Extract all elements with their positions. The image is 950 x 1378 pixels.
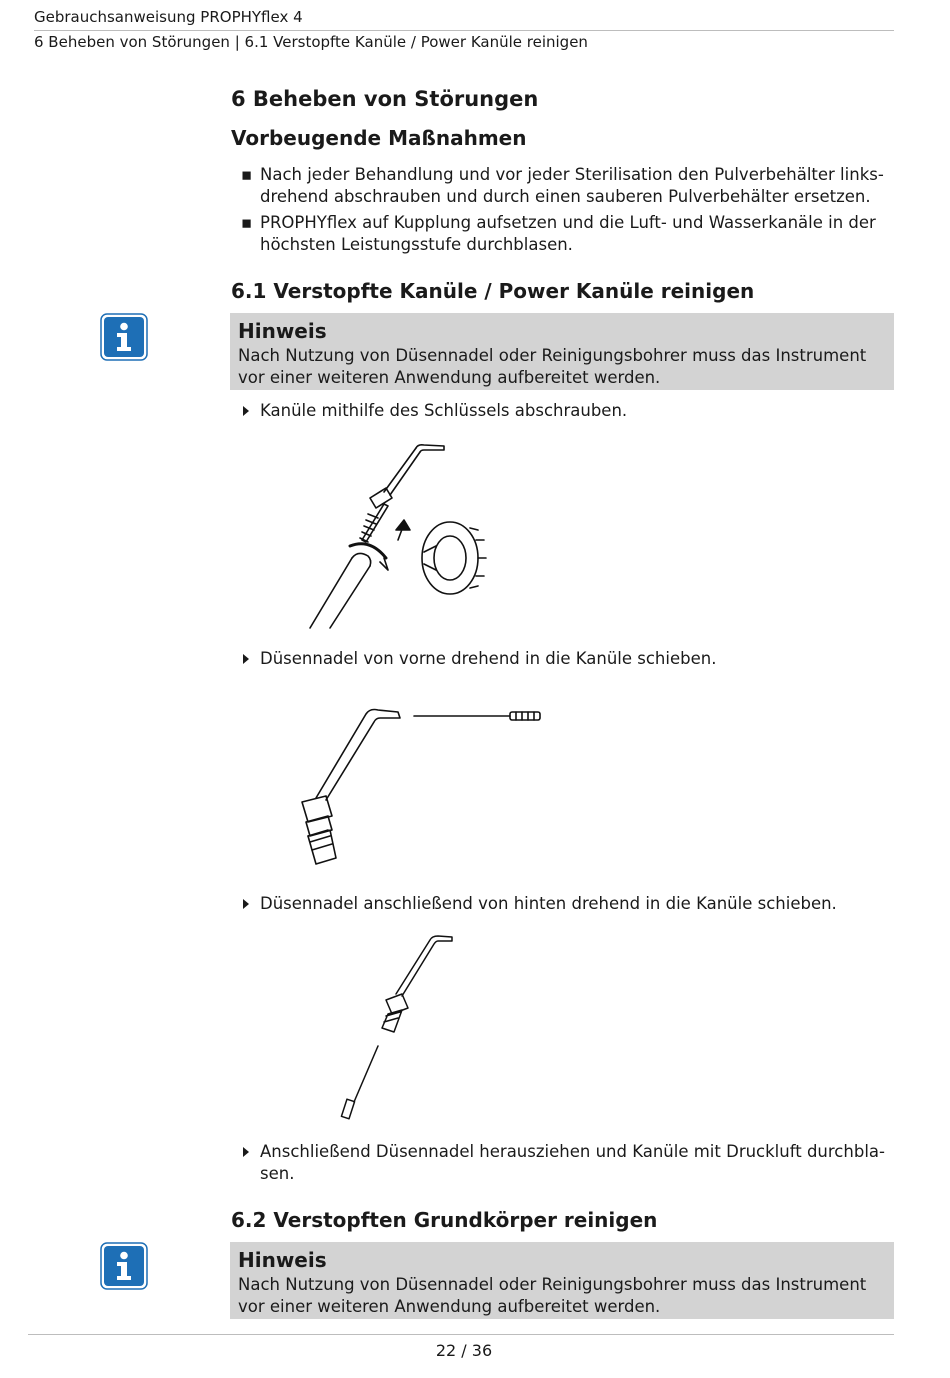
note-box <box>230 1242 894 1319</box>
triangle-right-icon <box>243 1147 249 1157</box>
note-text: Nach Nutzung von Düsennadel oder Reinigungsbohrer muss das Instrument vor einer weiteren Anwendung aufbereitet werden. <box>238 1275 867 1316</box>
bullet-mark: ▪ <box>241 165 253 184</box>
triangle-right-icon <box>243 406 249 416</box>
step-item <box>240 893 890 915</box>
step-item <box>240 1141 890 1184</box>
step-text: Kanüle mithilfe des Schlüssels abschrauben. <box>260 401 628 420</box>
footer-divider <box>28 1334 894 1335</box>
step-text: Düsennadel anschließend von hinten drehend in die Kanüle schieben. <box>260 894 837 913</box>
triangle-right-icon <box>243 654 249 664</box>
note-title: Hinweis <box>238 1248 327 1272</box>
preventive-measures-list <box>238 164 898 260</box>
triangle-right-icon <box>243 899 249 909</box>
info-icon <box>100 313 148 361</box>
breadcrumb: 6 Beheben von Störungen | 6.1 Verstopfte Kanüle / Power Kanüle reinigen <box>34 33 588 51</box>
note-title: Hinweis <box>238 319 327 343</box>
illustration-needle-rear <box>330 930 470 1125</box>
step-item <box>240 400 890 422</box>
step-text: Anschließend Düsennadel herausziehen und Kanüle mit Druckluft durchblasen. <box>260 1142 885 1183</box>
list-item <box>238 164 898 207</box>
section-6-2-title: 6.2 Verstopften Grundkörper reinigen <box>231 1208 658 1232</box>
chapter-subtitle: Vorbeugende Maßnahmen <box>231 126 527 150</box>
list-item-text: PROPHYflex auf Kupplung aufsetzen und die Luft- und Wasserkanäle in der höchsten Leistungsstufe durchblasen. <box>260 213 876 254</box>
page-number: 22 / 36 <box>435 1341 493 1360</box>
document-title: Gebrauchsanweisung PROPHYflex 4 <box>34 8 303 26</box>
list-item-text: Nach jeder Behandlung und vor jeder Sterilisation den Pulverbehälter linksdrehend abschrauben und durch einen sauberen Pulverbehälter ersetzen. <box>260 165 884 206</box>
note-box <box>230 313 894 390</box>
step-text: Düsennadel von vorne drehend in die Kanüle schieben. <box>260 649 717 668</box>
info-icon <box>100 1242 148 1290</box>
note-text: Nach Nutzung von Düsennadel oder Reinigungsbohrer muss das Instrument vor einer weiteren Anwendung aufbereitet werden. <box>238 346 867 387</box>
bullet-mark: ▪ <box>241 213 253 232</box>
chapter-title: 6 Beheben von Störungen <box>231 87 539 111</box>
illustration-needle-front <box>280 700 550 870</box>
section-6-1-title: 6.1 Verstopfte Kanüle / Power Kanüle reinigen <box>231 279 755 303</box>
illustration-unscrew-cannula <box>300 440 500 630</box>
list-item <box>238 212 898 255</box>
header-divider <box>34 30 894 31</box>
step-item <box>240 648 890 670</box>
